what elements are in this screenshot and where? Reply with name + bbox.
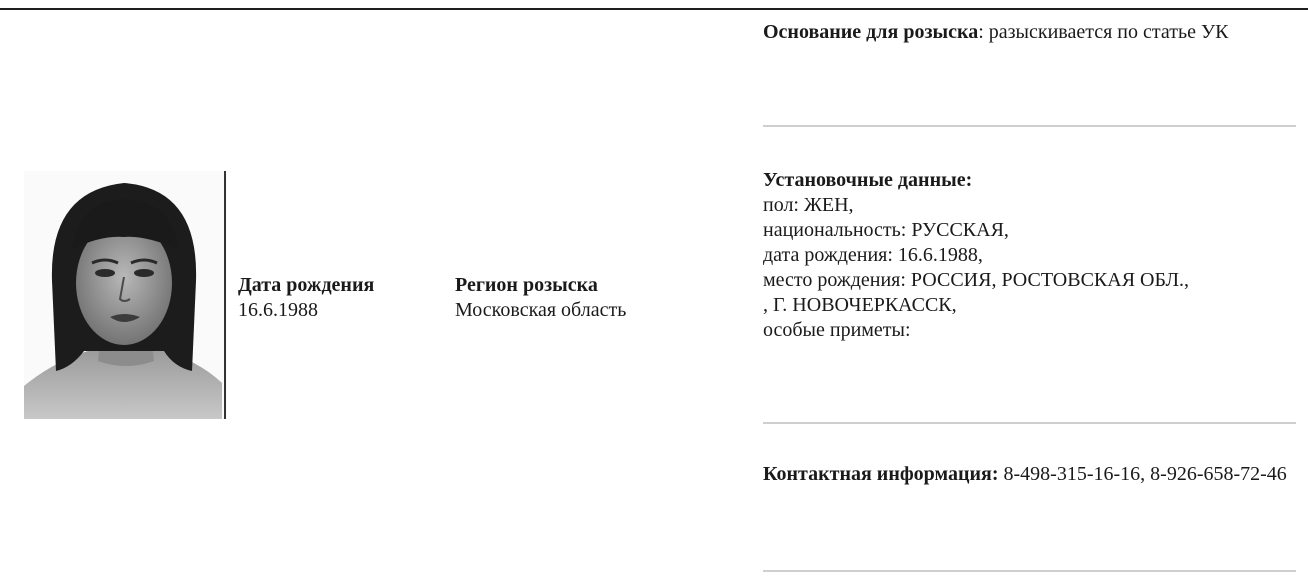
identification-data-label: Установочные данные: [763,169,973,191]
birth-place-line: место рождения: РОССИЯ, РОСТОВСКАЯ ОБЛ., [763,269,1190,291]
person-photo [24,171,227,419]
search-region-field [455,273,626,323]
birth-date-line: дата рождения: 16.6.1988, [763,244,983,266]
search-reason-label: Основание для розыска [763,21,979,43]
search-region-label: Регион розыска [455,274,598,296]
contact-info-label: Контактная информация: [763,463,999,485]
contact-info-block [763,462,1303,487]
search-reason-value: : разыскивается по статье УК [978,21,1229,43]
birth-date-field [238,273,374,323]
person-portrait-photo-icon [24,171,227,419]
search-reason-block [763,20,1303,45]
contact-info-value: 8-498-315-16-16, 8-926-658-72-46 [998,463,1287,485]
divider [763,570,1296,572]
divider [763,125,1296,127]
divider [763,422,1296,424]
nationality-line: национальность: РУССКАЯ, [763,219,1009,241]
birth-date-value: 16.6.1988 [238,299,318,321]
search-region-value: Московская область [455,299,627,321]
sex-line: пол: ЖЕН, [763,194,854,216]
birth-date-label: Дата рождения [238,274,375,296]
special-marks-line: особые приметы: [763,319,911,341]
identification-data-block [763,168,1303,343]
top-rule [0,8,1308,10]
birth-place-city-line: , Г. НОВОЧЕРКАССК, [763,294,957,316]
